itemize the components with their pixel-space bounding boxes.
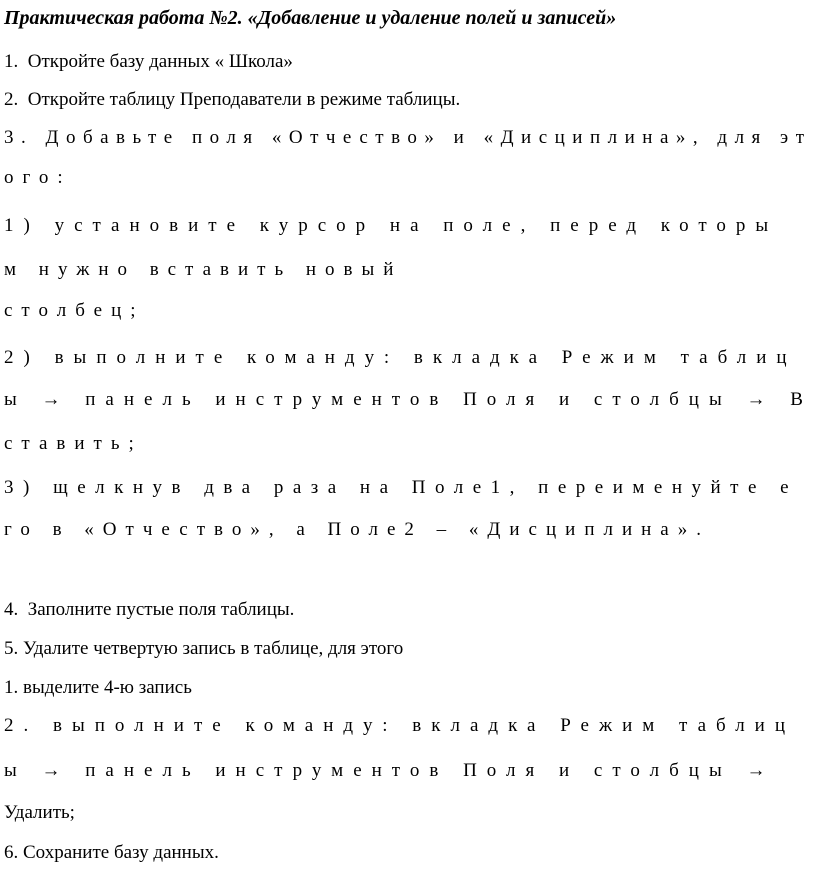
substep-2-run-command: 2) выполните команду: вкладка Режим таблиц [4, 347, 797, 368]
substep-2-end: ставить; [4, 433, 143, 454]
step-5-substep-2-continued: ы → панель инструментов Поля и столбцы → [4, 760, 776, 781]
substep-3-rename-fields: 3) щелкнув два раза на Поле1, переименуйте е [4, 477, 799, 498]
substep-1-continued: м нужно вставить новый [4, 259, 403, 280]
document-title: Практическая работа №2. «Добавление и удаление полей и записей» [4, 7, 617, 29]
step-5-substep-2-end: Удалить; [4, 802, 75, 823]
step-5-substep-1: 1. выделите 4-ю запись [4, 677, 192, 698]
substep-2-continued: ы → панель инструментов Поля и столбцы → В [4, 389, 813, 410]
step-1-open-database: 1. Откройте базу данных « Школа» [4, 51, 293, 72]
substep-3-continued: го в «Отчество», а Поле2 – «Дисциплина». [4, 519, 710, 540]
step-3-add-fields-continued: ого: [4, 167, 72, 188]
step-4-fill-fields: 4. Заполните пустые поля таблицы. [4, 599, 295, 620]
step-5-substep-2: 2. выполните команду: вкладка Режим таблиц [4, 715, 796, 736]
step-6-save-database: 6. Сохраните базу данных. [4, 842, 219, 863]
step-3-add-fields: 3. Добавьте поля «Отчество» и «Дисциплина», для эт [4, 127, 812, 148]
substep-1-end: столбец; [4, 300, 145, 321]
substep-1-place-cursor: 1) установите курсор на поле, перед которы [4, 215, 779, 236]
step-2-open-table: 2. Откройте таблицу Преподаватели в режиме таблицы. [4, 89, 461, 110]
step-5-delete-record: 5. Удалите четвертую запись в таблице, для этого [4, 638, 404, 659]
